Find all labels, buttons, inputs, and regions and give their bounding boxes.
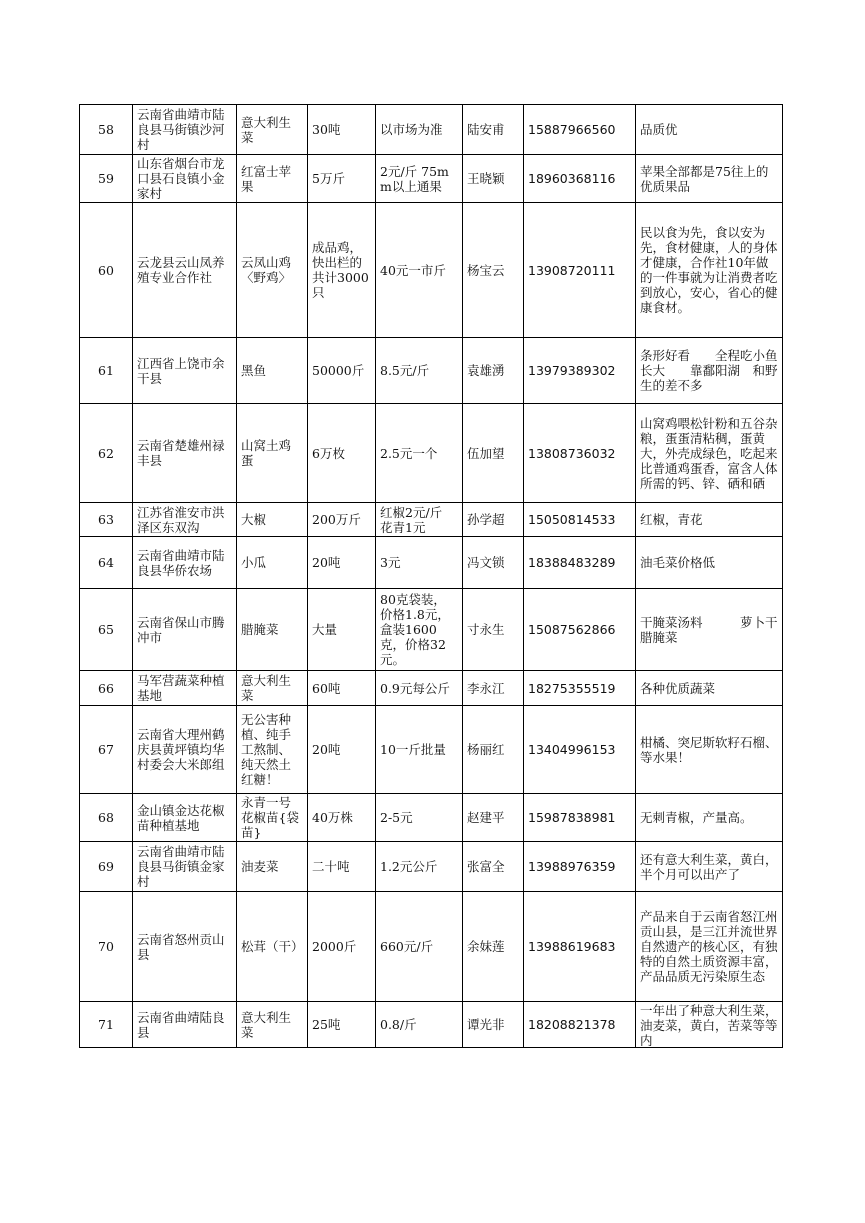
cell-price xyxy=(376,1002,463,1048)
table-row xyxy=(80,794,783,842)
cell-quantity-text: 2000斤 xyxy=(312,939,357,954)
cell-phone-text: 13988619683 xyxy=(528,939,616,954)
cell-contact-text: 杨宝云 xyxy=(467,262,505,278)
cell-product xyxy=(237,842,308,892)
cell-note xyxy=(636,671,783,706)
cell-price-text: 0.9元每公斤 xyxy=(380,680,450,696)
cell-quantity xyxy=(308,892,376,1002)
cell-contact xyxy=(463,671,524,706)
cell-phone xyxy=(524,503,636,537)
cell-phone-text: 13988976359 xyxy=(528,859,616,874)
table-row xyxy=(80,589,783,671)
cell-note-text: 无刺青椒，产量高。 xyxy=(640,810,753,825)
cell-origin xyxy=(133,842,237,892)
cell-price xyxy=(376,842,463,892)
cell-phone xyxy=(524,794,636,842)
cell-contact xyxy=(463,706,524,794)
cell-product-text: 意大利生菜 xyxy=(241,114,292,145)
cell-phone xyxy=(524,155,636,203)
cell-price xyxy=(376,589,463,671)
cell-no-text: 71 xyxy=(98,1017,114,1032)
cell-note xyxy=(636,794,783,842)
cell-price-text: 660元/斤 xyxy=(380,939,434,954)
cell-product-text: 山窝土鸡蛋 xyxy=(241,438,292,468)
cell-note-text: 产品来自于云南省怒江州贡山县，是三江并流世界自然遗产的核心区，有独特的自然土质资源丰富，产品品质无污染原生态 xyxy=(640,909,778,984)
cell-phone xyxy=(524,1002,636,1048)
cell-origin xyxy=(133,105,237,155)
cell-origin-text: 江苏省淮安市洪泽区东双沟 xyxy=(137,504,225,535)
cell-no-text: 60 xyxy=(98,262,114,278)
cell-phone-text: 15887966560 xyxy=(528,122,616,137)
cell-quantity-text: 5万斤 xyxy=(312,171,345,186)
cell-quantity xyxy=(308,155,376,203)
cell-note xyxy=(636,105,783,155)
cell-product-text: 无公害种植、纯手工熬制、纯天然土红糖！ xyxy=(241,712,292,787)
cell-note-text: 一年出了种意大利生菜，油麦菜，黄白，苦菜等等内 xyxy=(640,1002,778,1048)
cell-origin-text: 云南省怒州贡山县 xyxy=(137,931,225,962)
cell-origin-text: 马军营蔬菜种植基地 xyxy=(137,673,225,703)
cell-quantity xyxy=(308,338,376,404)
cell-note xyxy=(636,1002,783,1048)
cell-note-text: 柑橘、突尼斯软籽石榴、等水果！ xyxy=(640,734,778,765)
cell-quantity-text: 二十吨 xyxy=(312,859,350,874)
cell-no xyxy=(80,155,133,203)
cell-note-text: 干腌菜汤料 萝卜干 腊腌菜 xyxy=(640,614,816,645)
cell-phone xyxy=(524,537,636,589)
cell-phone xyxy=(524,105,636,155)
cell-no xyxy=(80,338,133,404)
cell-no-text: 63 xyxy=(98,512,114,527)
cell-no xyxy=(80,842,133,892)
cell-product-text: 意大利生菜 xyxy=(241,1009,292,1040)
cell-price-text: 2.5元一个 xyxy=(380,445,438,461)
cell-no-text: 66 xyxy=(98,680,114,696)
cell-price-text: 2元/斤 75mm以上通果 xyxy=(380,163,449,194)
cell-quantity xyxy=(308,404,376,503)
cell-quantity xyxy=(308,503,376,537)
cell-quantity xyxy=(308,794,376,842)
table-row xyxy=(80,706,783,794)
cell-quantity-text: 50000斤 xyxy=(312,363,365,378)
cell-contact-text: 余妹莲 xyxy=(467,939,505,954)
cell-phone-text: 13404996153 xyxy=(528,742,616,757)
cell-phone-text: 18960368116 xyxy=(528,171,616,186)
cell-note xyxy=(636,338,783,404)
cell-contact-text: 张富全 xyxy=(467,859,505,874)
cell-product-text: 大椒 xyxy=(241,512,267,527)
cell-no-text: 65 xyxy=(98,622,114,637)
cell-price xyxy=(376,671,463,706)
cell-no-text: 58 xyxy=(98,122,114,137)
cell-no xyxy=(80,105,133,155)
cell-no xyxy=(80,706,133,794)
cell-phone xyxy=(524,706,636,794)
cell-no xyxy=(80,671,133,706)
cell-contact-text: 陆安甫 xyxy=(467,122,505,137)
cell-price xyxy=(376,794,463,842)
cell-origin-text: 云南省曲靖市陆良县马街镇金家村 xyxy=(137,844,225,889)
cell-note xyxy=(636,842,783,892)
cell-origin-text: 云南省曲靖市陆良县马街镇沙河村 xyxy=(137,107,225,152)
cell-price-text: 2-5元 xyxy=(380,810,413,825)
cell-note xyxy=(636,537,783,589)
cell-note-text: 民以食为先，食以安为先，食材健康，人的身体才健康，合作社10年做的一件事就为让消费者吃到放心，安心，省心的健康食材。 xyxy=(640,225,778,315)
cell-phone-text: 18208821378 xyxy=(528,1017,616,1032)
cell-contact xyxy=(463,203,524,338)
cell-no xyxy=(80,589,133,671)
cell-price-text: 80克袋装，价格1.8元，盒装1600克，价格32元。 xyxy=(380,592,450,667)
cell-phone-text: 15987838981 xyxy=(528,810,616,825)
cell-quantity-text: 60吨 xyxy=(312,680,341,696)
cell-contact xyxy=(463,503,524,537)
cell-product-text: 意大利生菜 xyxy=(241,673,292,703)
cell-no xyxy=(80,1002,133,1048)
cell-origin-text: 云龙县云山凤养殖专业合作社 xyxy=(137,255,225,285)
cell-origin-text: 云南省保山市腾冲市 xyxy=(137,614,225,645)
cell-note-text: 还有意大利生菜，黄白，半个月可以出产了 xyxy=(640,851,778,882)
cell-product-text: 永青一号花椒苗{袋苗} xyxy=(241,795,299,840)
cell-phone-text: 15050814533 xyxy=(528,512,616,527)
cell-note-text: 各种优质蔬菜 xyxy=(640,680,716,696)
cell-origin-text: 金山镇金达花椒苗种植基地 xyxy=(137,802,225,833)
cell-product xyxy=(237,706,308,794)
cell-contact-text: 赵建平 xyxy=(467,810,505,825)
cell-phone xyxy=(524,338,636,404)
cell-quantity xyxy=(308,842,376,892)
cell-contact-text: 寸永生 xyxy=(467,622,505,637)
cell-no xyxy=(80,404,133,503)
cell-phone xyxy=(524,671,636,706)
cell-phone xyxy=(524,203,636,338)
cell-quantity xyxy=(308,537,376,589)
cell-quantity xyxy=(308,1002,376,1048)
table-row xyxy=(80,338,783,404)
cell-no xyxy=(80,503,133,537)
cell-contact xyxy=(463,404,524,503)
cell-no xyxy=(80,203,133,338)
cell-phone xyxy=(524,589,636,671)
cell-no-text: 69 xyxy=(98,859,114,874)
cell-product xyxy=(237,503,308,537)
cell-contact-text: 谭光非 xyxy=(467,1017,505,1032)
supply-table xyxy=(79,104,816,1048)
cell-origin xyxy=(133,404,237,503)
cell-phone-text: 18275355519 xyxy=(528,680,616,696)
cell-contact-text: 李永江 xyxy=(467,680,505,696)
cell-origin xyxy=(133,338,237,404)
cell-product-text: 腊腌菜 xyxy=(241,622,279,637)
cell-phone xyxy=(524,892,636,1002)
cell-origin-text: 云南省楚雄州禄丰县 xyxy=(137,438,225,468)
cell-no-text: 64 xyxy=(98,555,114,570)
cell-no xyxy=(80,892,133,1002)
cell-origin-text: 江西省上饶市余干县 xyxy=(137,355,225,386)
cell-contact xyxy=(463,892,524,1002)
cell-price-text: 3元 xyxy=(380,555,401,570)
cell-quantity-text: 大量 xyxy=(312,622,338,637)
cell-price-text: 红椒2元/斤 花青1元 xyxy=(380,504,443,535)
cell-contact xyxy=(463,794,524,842)
cell-note-text: 品质优 xyxy=(640,122,678,137)
cell-note xyxy=(636,404,783,503)
cell-origin xyxy=(133,671,237,706)
cell-no xyxy=(80,794,133,842)
cell-origin-text: 云南省曲靖市陆良县华侨农场 xyxy=(137,547,225,578)
cell-price xyxy=(376,203,463,338)
cell-contact-text: 伍加望 xyxy=(467,445,505,461)
table-row xyxy=(80,105,783,155)
cell-contact xyxy=(463,105,524,155)
cell-no-text: 70 xyxy=(98,939,114,954)
cell-origin xyxy=(133,892,237,1002)
cell-product xyxy=(237,671,308,706)
cell-price xyxy=(376,338,463,404)
cell-origin xyxy=(133,537,237,589)
cell-contact-text: 杨丽红 xyxy=(467,742,505,757)
cell-origin xyxy=(133,155,237,203)
cell-phone-text: 13808736032 xyxy=(528,445,616,461)
cell-quantity xyxy=(308,671,376,706)
cell-note xyxy=(636,203,783,338)
cell-contact-text: 袁雄湧 xyxy=(467,363,505,378)
cell-price-text: 以市场为准 xyxy=(380,122,443,137)
table-row xyxy=(80,1002,783,1048)
cell-no-text: 68 xyxy=(98,810,114,825)
cell-origin xyxy=(133,503,237,537)
cell-product xyxy=(237,794,308,842)
cell-quantity xyxy=(308,589,376,671)
cell-product-text: 红富士苹果 xyxy=(241,163,292,194)
cell-price xyxy=(376,155,463,203)
cell-contact xyxy=(463,537,524,589)
cell-quantity-text: 200万斤 xyxy=(312,512,361,527)
cell-contact-text: 孙学超 xyxy=(467,512,505,527)
cell-phone-text: 15087562866 xyxy=(528,622,616,637)
cell-quantity-text: 30吨 xyxy=(312,122,341,137)
cell-origin xyxy=(133,794,237,842)
cell-quantity-text: 20吨 xyxy=(312,555,341,570)
cell-contact xyxy=(463,1002,524,1048)
cell-origin-text: 云南省大理州鹤庆县黄坪镇均华村委会大米郎组 xyxy=(137,727,225,772)
cell-product xyxy=(237,1002,308,1048)
cell-no-text: 67 xyxy=(98,742,114,757)
cell-product-text: 云凤山鸡〈野鸡〉 xyxy=(241,255,292,285)
cell-product xyxy=(237,105,308,155)
cell-product xyxy=(237,338,308,404)
cell-contact-text: 王晓颖 xyxy=(467,171,505,186)
cell-phone-text: 13979389302 xyxy=(528,363,616,378)
cell-product-text: 松茸（干） xyxy=(241,939,304,954)
cell-price xyxy=(376,404,463,503)
cell-price xyxy=(376,537,463,589)
cell-note-text: 山窝鸡喂松针粉和五谷杂粮，蛋蛋清粘稠，蛋黄大，外壳成绿色，吃起来比普通鸡蛋香，富含人体所需的钙、锌、硒和硒 xyxy=(640,415,778,491)
cell-product-text: 黑鱼 xyxy=(241,363,267,378)
cell-phone xyxy=(524,404,636,503)
cell-origin-text: 云南省曲靖陆良县 xyxy=(137,1009,225,1040)
cell-contact xyxy=(463,155,524,203)
cell-origin xyxy=(133,589,237,671)
cell-note xyxy=(636,589,816,671)
cell-price-text: 8.5元/斤 xyxy=(380,363,430,378)
cell-price xyxy=(376,892,463,1002)
table-row xyxy=(80,155,783,203)
cell-no-text: 62 xyxy=(98,445,114,461)
cell-quantity-text: 20吨 xyxy=(312,742,341,757)
cell-product-text: 小瓜 xyxy=(241,555,267,570)
cell-price xyxy=(376,105,463,155)
cell-origin xyxy=(133,1002,237,1048)
table-row xyxy=(80,892,783,1002)
cell-note xyxy=(636,503,783,537)
cell-product xyxy=(237,203,308,338)
cell-contact xyxy=(463,842,524,892)
table-row xyxy=(80,842,783,892)
cell-quantity-text: 25吨 xyxy=(312,1017,341,1032)
cell-note-text: 条形好看 全程吃小鱼长大 靠鄱阳湖 和野生的差不多 xyxy=(640,348,778,393)
cell-note-text: 苹果全部都是75往上的优质果品 xyxy=(640,163,769,194)
cell-product xyxy=(237,155,308,203)
cell-product xyxy=(237,589,308,671)
cell-note xyxy=(636,706,783,794)
cell-phone-text: 18388483289 xyxy=(528,555,616,570)
cell-price xyxy=(376,706,463,794)
table-row xyxy=(80,503,783,537)
cell-quantity-text: 成品鸡，快出栏的共计3000只 xyxy=(312,240,369,300)
cell-product xyxy=(237,537,308,589)
cell-price-text: 0.8/斤 xyxy=(380,1017,417,1032)
cell-price xyxy=(376,503,463,537)
cell-quantity xyxy=(308,203,376,338)
cell-price-text: 40元一市斤 xyxy=(380,262,446,278)
cell-quantity xyxy=(308,706,376,794)
table-row xyxy=(80,203,783,338)
cell-note-text: 红椒，青花 xyxy=(640,512,703,527)
cell-contact xyxy=(463,338,524,404)
cell-note xyxy=(636,892,783,1002)
cell-phone-text: 13908720111 xyxy=(528,262,616,278)
cell-note-text: 油毛菜价格低 xyxy=(640,555,716,570)
cell-price-text: 10一斤批量 xyxy=(380,742,446,757)
table-row xyxy=(80,404,783,503)
table-row xyxy=(80,537,783,589)
cell-no-text: 61 xyxy=(98,363,114,378)
cell-quantity xyxy=(308,105,376,155)
cell-product xyxy=(237,892,308,1002)
cell-product-text: 油麦菜 xyxy=(241,859,279,874)
cell-quantity-text: 6万枚 xyxy=(312,445,345,461)
cell-product xyxy=(237,404,308,503)
cell-origin-text: 山东省烟台市龙口县石良镇小金家村 xyxy=(137,156,225,201)
cell-origin xyxy=(133,203,237,338)
cell-quantity-text: 40万株 xyxy=(312,810,353,825)
cell-price-text: 1.2元公斤 xyxy=(380,859,438,874)
cell-note xyxy=(636,155,783,203)
cell-phone xyxy=(524,842,636,892)
cell-contact-text: 冯文锁 xyxy=(467,555,505,570)
cell-no xyxy=(80,537,133,589)
cell-no-text: 59 xyxy=(98,171,114,186)
cell-origin xyxy=(133,706,237,794)
table-row xyxy=(80,671,783,706)
cell-contact xyxy=(463,589,524,671)
